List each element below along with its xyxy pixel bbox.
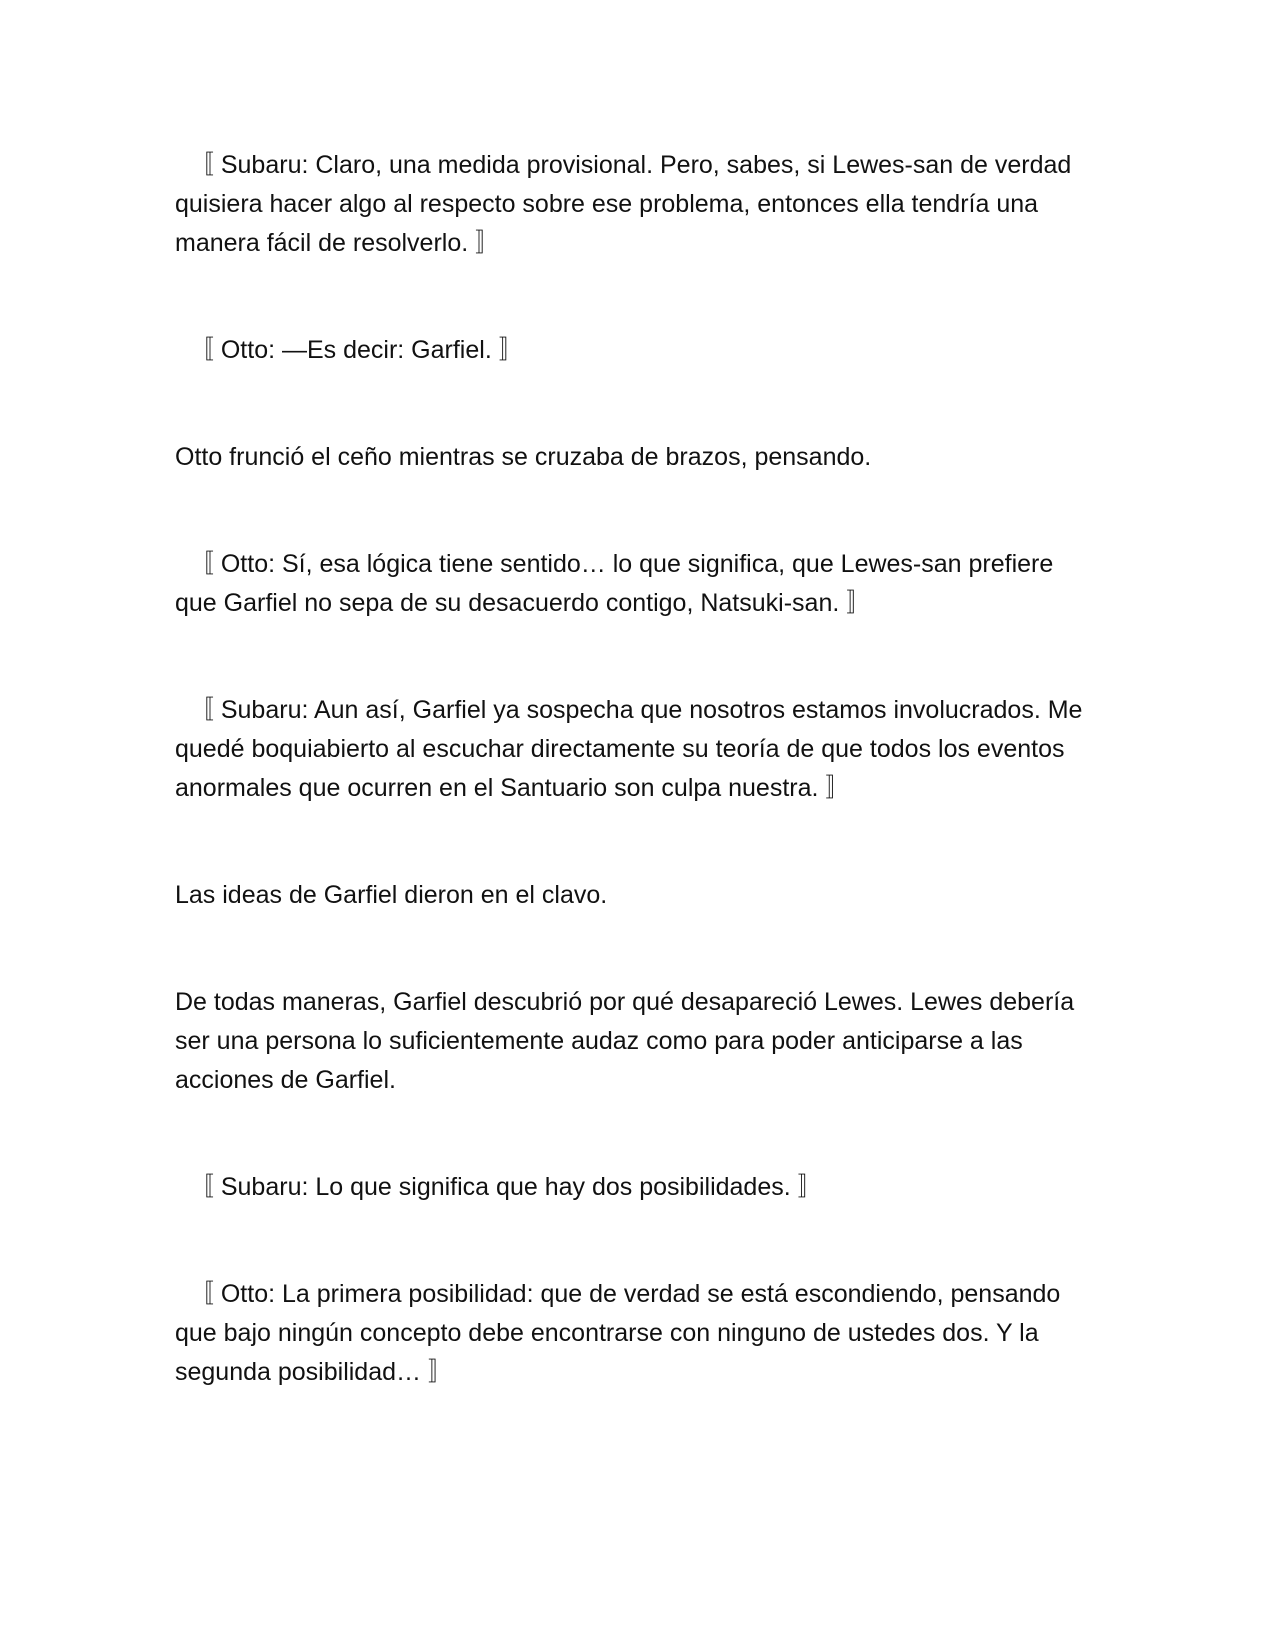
document-body bbox=[175, 146, 1090, 1392]
paragraph-narration-1: Otto frunció el ceño mientras se cruzaba de brazos, pensando. bbox=[175, 443, 872, 471]
paragraph-otto-3: 〚 Otto: La primera posibilidad: que de verdad se está escondiendo, pensando que bajo ningún concepto debe encontrarse con ninguno de ustedes dos. Y la segunda posibilidad… 〛 bbox=[175, 1280, 1068, 1386]
paragraph-subaru-3: 〚 Subaru: Lo que significa que hay dos posibilidades. 〛 bbox=[175, 1173, 823, 1201]
paragraph-subaru-2: 〚 Subaru: Aun así, Garfiel ya sospecha que nosotros estamos involucrados. Me quedé boquiabierto al escuchar directamente su teoría de que todos los eventos anormales que ocurren en el Santuario son culpa nuestra. 〛 bbox=[175, 696, 1090, 802]
paragraph-narration-2: Las ideas de Garfiel dieron en el clavo. bbox=[175, 881, 608, 909]
paragraph-narration-3: De todas maneras, Garfiel descubrió por qué desapareció Lewes. Lewes debería ser una persona lo suficientemente audaz como para poder anticiparse a las acciones de Garfiel. bbox=[175, 988, 1075, 1094]
paragraph-otto-2: 〚 Otto: Sí, esa lógica tiene sentido… lo que significa, que Lewes-san prefiere que Garfiel no sepa de su desacuerdo contigo, Natsuki-san. 〛 bbox=[175, 550, 1061, 617]
paragraph-subaru-1: 〚 Subaru: Claro, una medida provisional. Pero, sabes, si Lewes-san de verdad quisiera hacer algo al respecto sobre ese problema, entonces ella tendría una manera fácil de resolverlo. 〛 bbox=[175, 151, 1079, 257]
paragraph-otto-1: 〚 Otto: —Es decir: Garfiel. 〛 bbox=[175, 336, 524, 364]
